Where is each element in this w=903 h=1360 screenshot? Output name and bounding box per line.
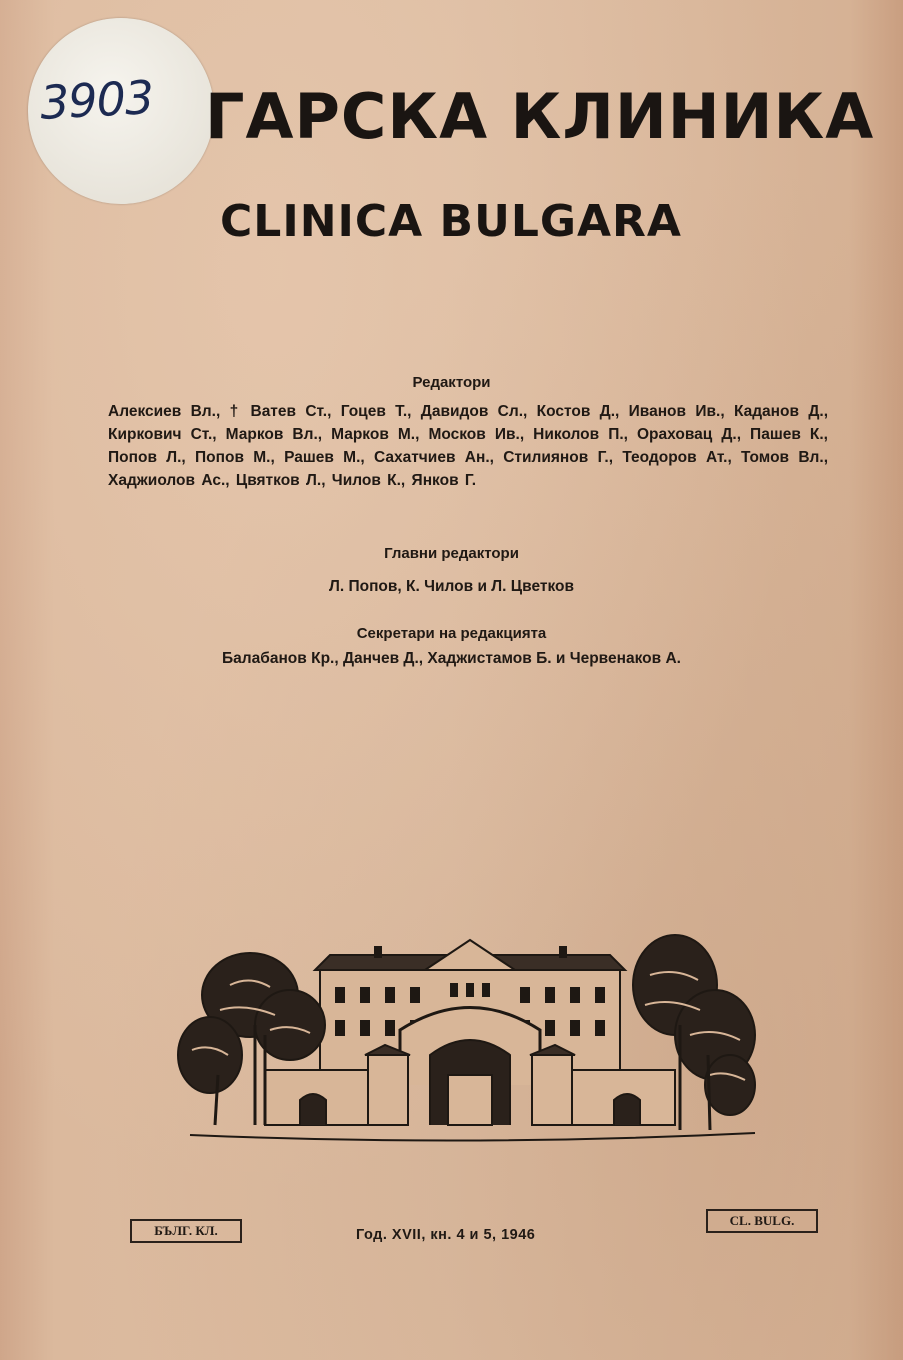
abbrev-box-left: БЪЛГ. КЛ. (130, 1219, 242, 1243)
journal-title-bulgarian: ГАРСКА КЛИНИКА (205, 80, 875, 153)
sticker-number: 3903 (38, 70, 155, 130)
journal-title-latin: CLINICA BULGARA (220, 196, 682, 247)
issue-info: Год. XVII, кн. 4 и 5, 1946 (356, 1227, 536, 1243)
chief-editors-names: Л. Попов, К. Чилов и Л. Цветков (328, 578, 575, 595)
secretaries-names: Балабанов Кр., Данчев Д., Хаджистамов Б. и Червенаков А. (222, 650, 681, 667)
editors-heading: Редактори (412, 374, 491, 391)
abbrev-box-right: CL. BULG. (706, 1209, 818, 1233)
chief-editors-heading: Главни редактори (384, 545, 519, 562)
hospital-building-illustration (170, 925, 770, 1150)
secretaries-heading: Секретари на редакцията (356, 625, 547, 642)
editors-list: Алексиев Вл., † Ватев Ст., Гоцев Т., Давидов Сл., Костов Д., Иванов Ив., Каданов Д., Киркович Ст., Марков Вл., Марков М., Москов Ив., Николов П., Ораховац Д., Пашев К., Попов Л., Попов М., Рашев М., Сахатчиев Ан., Стилиянов Г., Теодоров Ат., Томов Вл., Хаджиолов Ас., Цвятков Л., Чилов К., Янков Г. (108, 403, 828, 489)
